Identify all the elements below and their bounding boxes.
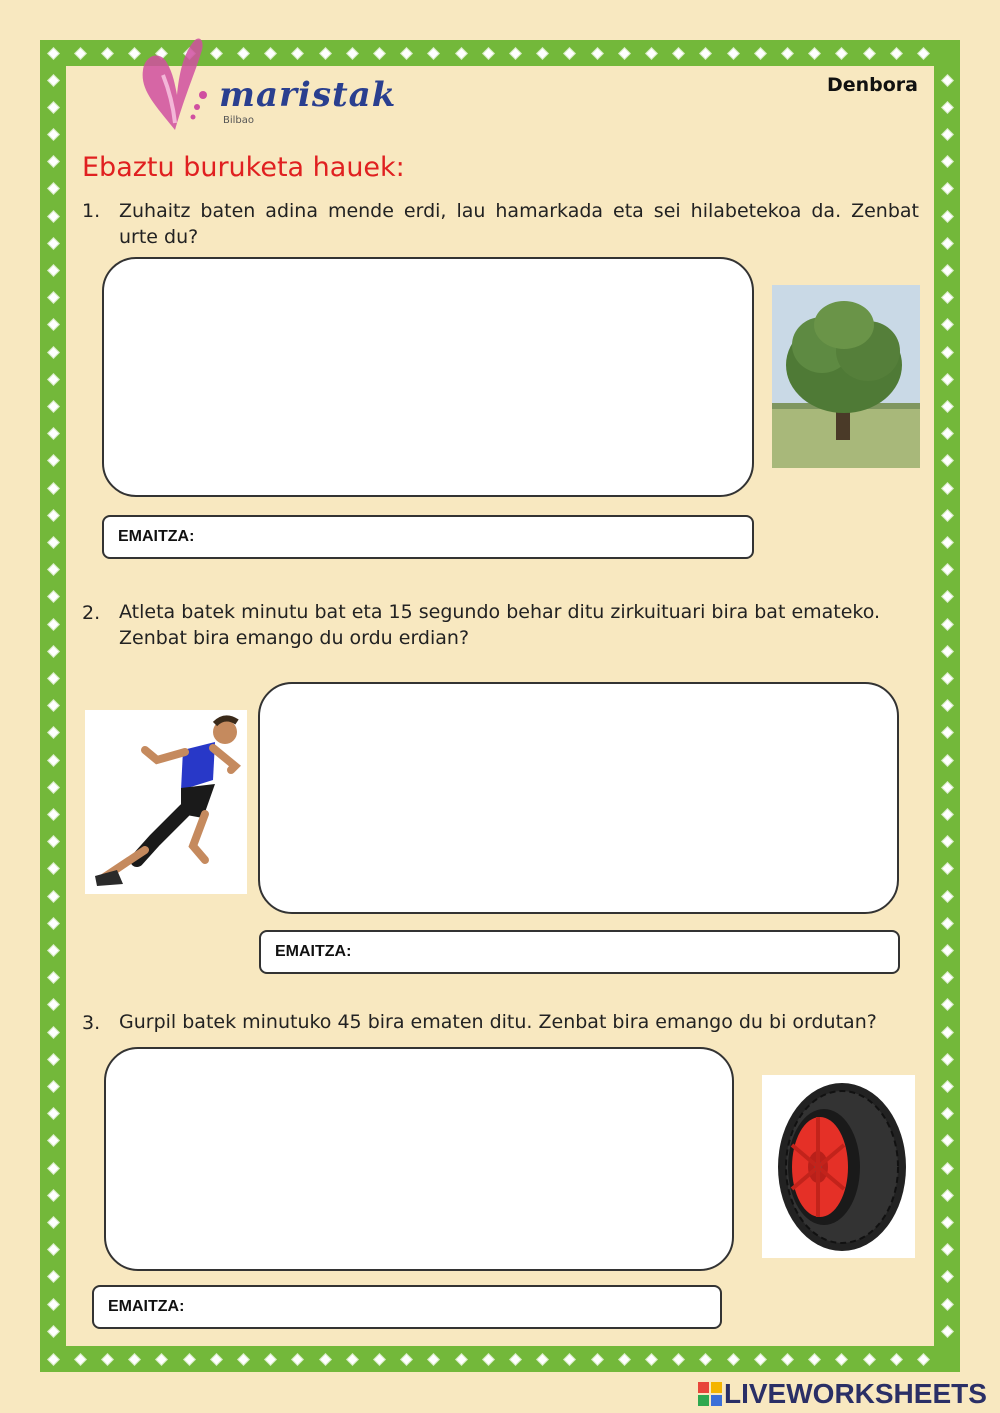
tree-image [772,285,920,468]
question-2-number: 2. [82,602,101,624]
page-heading: Ebaztu buruketa hauek: [82,152,405,183]
footer-brand-text: LIVEWORKSHEETS [724,1378,987,1409]
question-2-text: Atleta batek minutu bat eta 15 segundo behar ditu zirkuituari bira bat emateko. Zenbat bira emango du ordu erdian? [119,601,881,649]
topic-label: Denbora [826,74,918,96]
logo [135,35,397,135]
wheel-image [762,1075,915,1258]
question-2-answer-box [259,930,900,974]
question-2-answer-input[interactable] [359,935,888,969]
question-3-answer-label: EMAITZA: [108,1298,185,1315]
question-1-number: 1. [82,200,101,222]
question-1-answer-box [102,515,754,559]
heart-logo-icon [135,35,225,135]
border-bottom [40,1346,960,1372]
question-3-work-area[interactable] [104,1047,734,1271]
question-1-work-area[interactable] [102,257,754,497]
question-3-answer-box [92,1285,722,1329]
logo-subtitle: Bilbao [223,115,255,126]
question-1-answer-label: EMAITZA: [118,528,195,545]
liveworksheets-logo-icon [698,1382,722,1406]
question-1-answer-input[interactable] [202,520,742,554]
question-2-answer-label: EMAITZA: [275,943,352,960]
question-1-text: Zuhaitz baten adina mende erdi, lau hamarkada eta sei hilabetekoa da. Zenbat urte du? [119,200,919,248]
question-3-number: 3. [82,1012,101,1034]
question-2-work-area[interactable] [258,682,899,914]
logo-name: maristak [219,75,397,115]
runner-image [85,710,247,894]
question-3-answer-input[interactable] [192,1290,710,1324]
footer-brand [698,1378,987,1410]
question-3-text: Gurpil batek minutuko 45 bira ematen ditu. Zenbat bira emango du bi ordutan? [119,1011,877,1033]
